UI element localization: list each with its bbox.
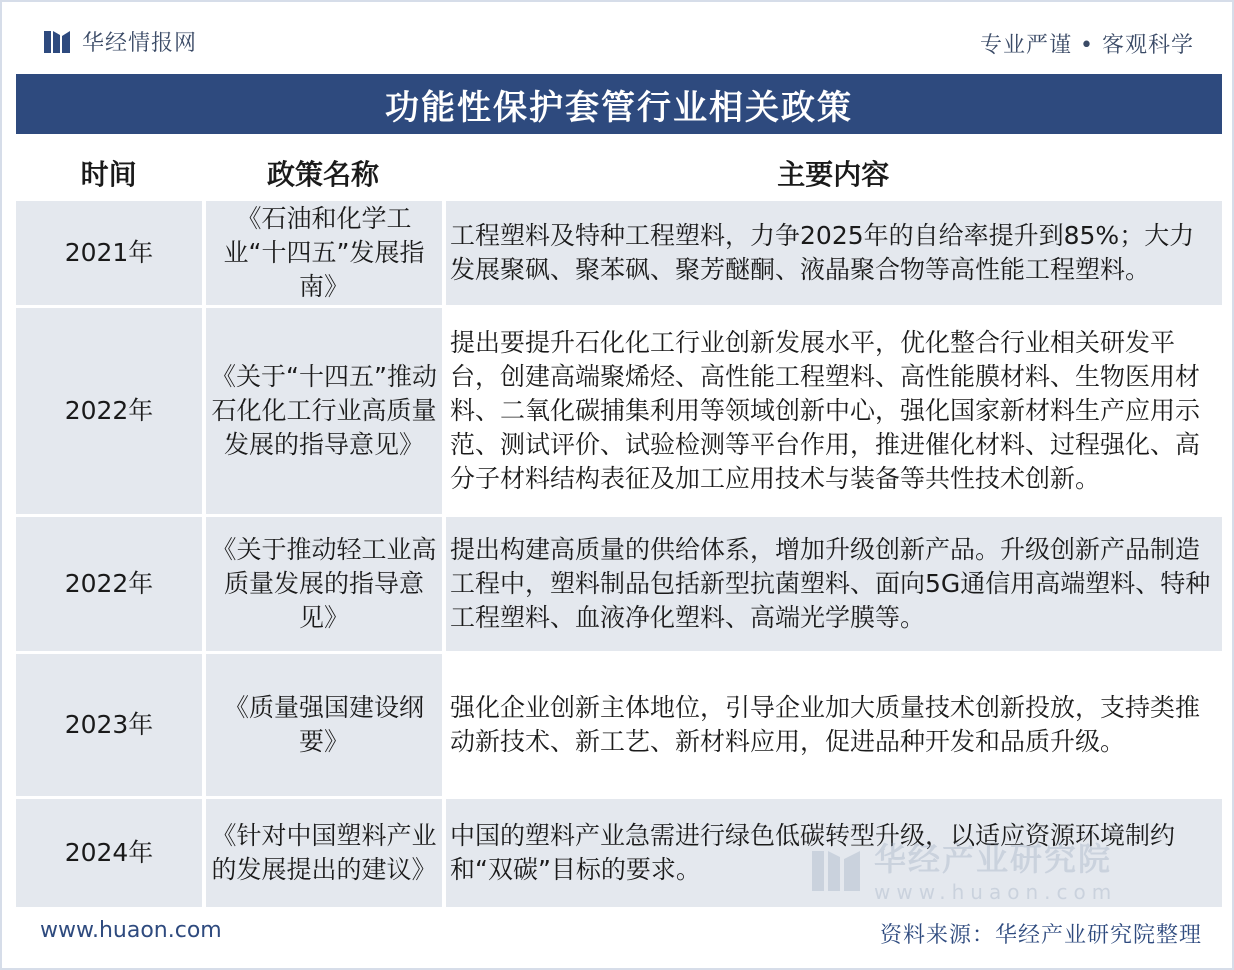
table-row (16, 305, 1222, 514)
row-time: 2024年 (16, 799, 202, 907)
brand (42, 26, 197, 57)
column-header-content: 主要内容 (777, 158, 890, 191)
row-policy-name: 《关于“十四五”推动石化化工行业高质量发展的指导意见》 (206, 308, 442, 514)
row-policy-name: 《关于推动轻工业高质量发展的指导意见》 (206, 517, 442, 651)
watermark-logo-icon (808, 841, 864, 897)
watermark (808, 834, 1117, 904)
watermark-url: www.huaon.com (874, 880, 1118, 904)
footer-url: www.huaon.com (40, 918, 222, 943)
row-time: 2022年 (16, 517, 202, 651)
footer-source: 资料来源：华经产业研究院整理 (879, 923, 1202, 948)
brand-name: 华经情报网 (82, 31, 198, 56)
brand-logo-icon (42, 27, 72, 57)
table-row (16, 514, 1222, 651)
row-policy-name: 《针对中国塑料产业的发展提出的建议》 (206, 799, 442, 907)
table-header (16, 148, 1222, 198)
table-row (16, 651, 1222, 796)
row-time: 2022年 (16, 308, 202, 514)
policy-table (16, 148, 1222, 907)
watermark-text (874, 834, 1117, 904)
row-content: 提出要提升石化化工行业创新发展水平，优化整合行业相关研发平台，创建高端聚烯烃、高性能工程塑料、高性能膜材料、生物医用材料、二氧化碳捕集利用等领域创新中心，强化国家新材料生产应用示范、测试评价、试验检测等平台作用，推进催化材料、过程强化、高分子材料结构表征及加工应用技术与装备等共性技术创新。 (446, 308, 1222, 514)
row-content: 提出构建高质量的供给体系，增加升级创新产品。升级创新产品制造工程中，塑料制品包括新型抗菌塑料、面向5G通信用高端塑料、特种工程塑料、血液净化塑料、高端光学膜等。 (446, 517, 1222, 651)
row-time: 2023年 (16, 654, 202, 796)
table-row (16, 198, 1222, 305)
row-policy-name: 《质量强国建设纲要》 (206, 654, 442, 796)
column-header-time: 时间 (80, 158, 137, 191)
row-content: 强化企业创新主体地位，引导企业加大质量技术创新投放，支持类推动新技术、新工艺、新材料应用，促进品种开发和品质升级。 (446, 654, 1222, 796)
row-time: 2021年 (16, 201, 202, 305)
page-title: 功能性保护套管行业相关政策 (385, 87, 853, 128)
title-banner (16, 74, 1222, 134)
footer (2, 910, 1232, 956)
column-header-policy-name: 政策名称 (266, 158, 379, 191)
row-content: 工程塑料及特种工程塑料，力争2025年的自给率提升到85%；大力发展聚砜、聚苯砜、聚芳醚酮、液晶聚合物等高性能工程塑料。 (446, 201, 1222, 305)
header-bar (2, 2, 1232, 68)
slogan: 专业严谨 • 客观科学 (980, 33, 1194, 58)
row-policy-name: 《石油和化学工业“十四五”发展指南》 (206, 201, 442, 305)
row-content: 中国的塑料产业急需进行绿色低碳转型升级，以适应资源环境制约和“双碳”目标的要求。 (446, 799, 1222, 907)
watermark-name: 华经产业研究院 (874, 840, 1113, 878)
